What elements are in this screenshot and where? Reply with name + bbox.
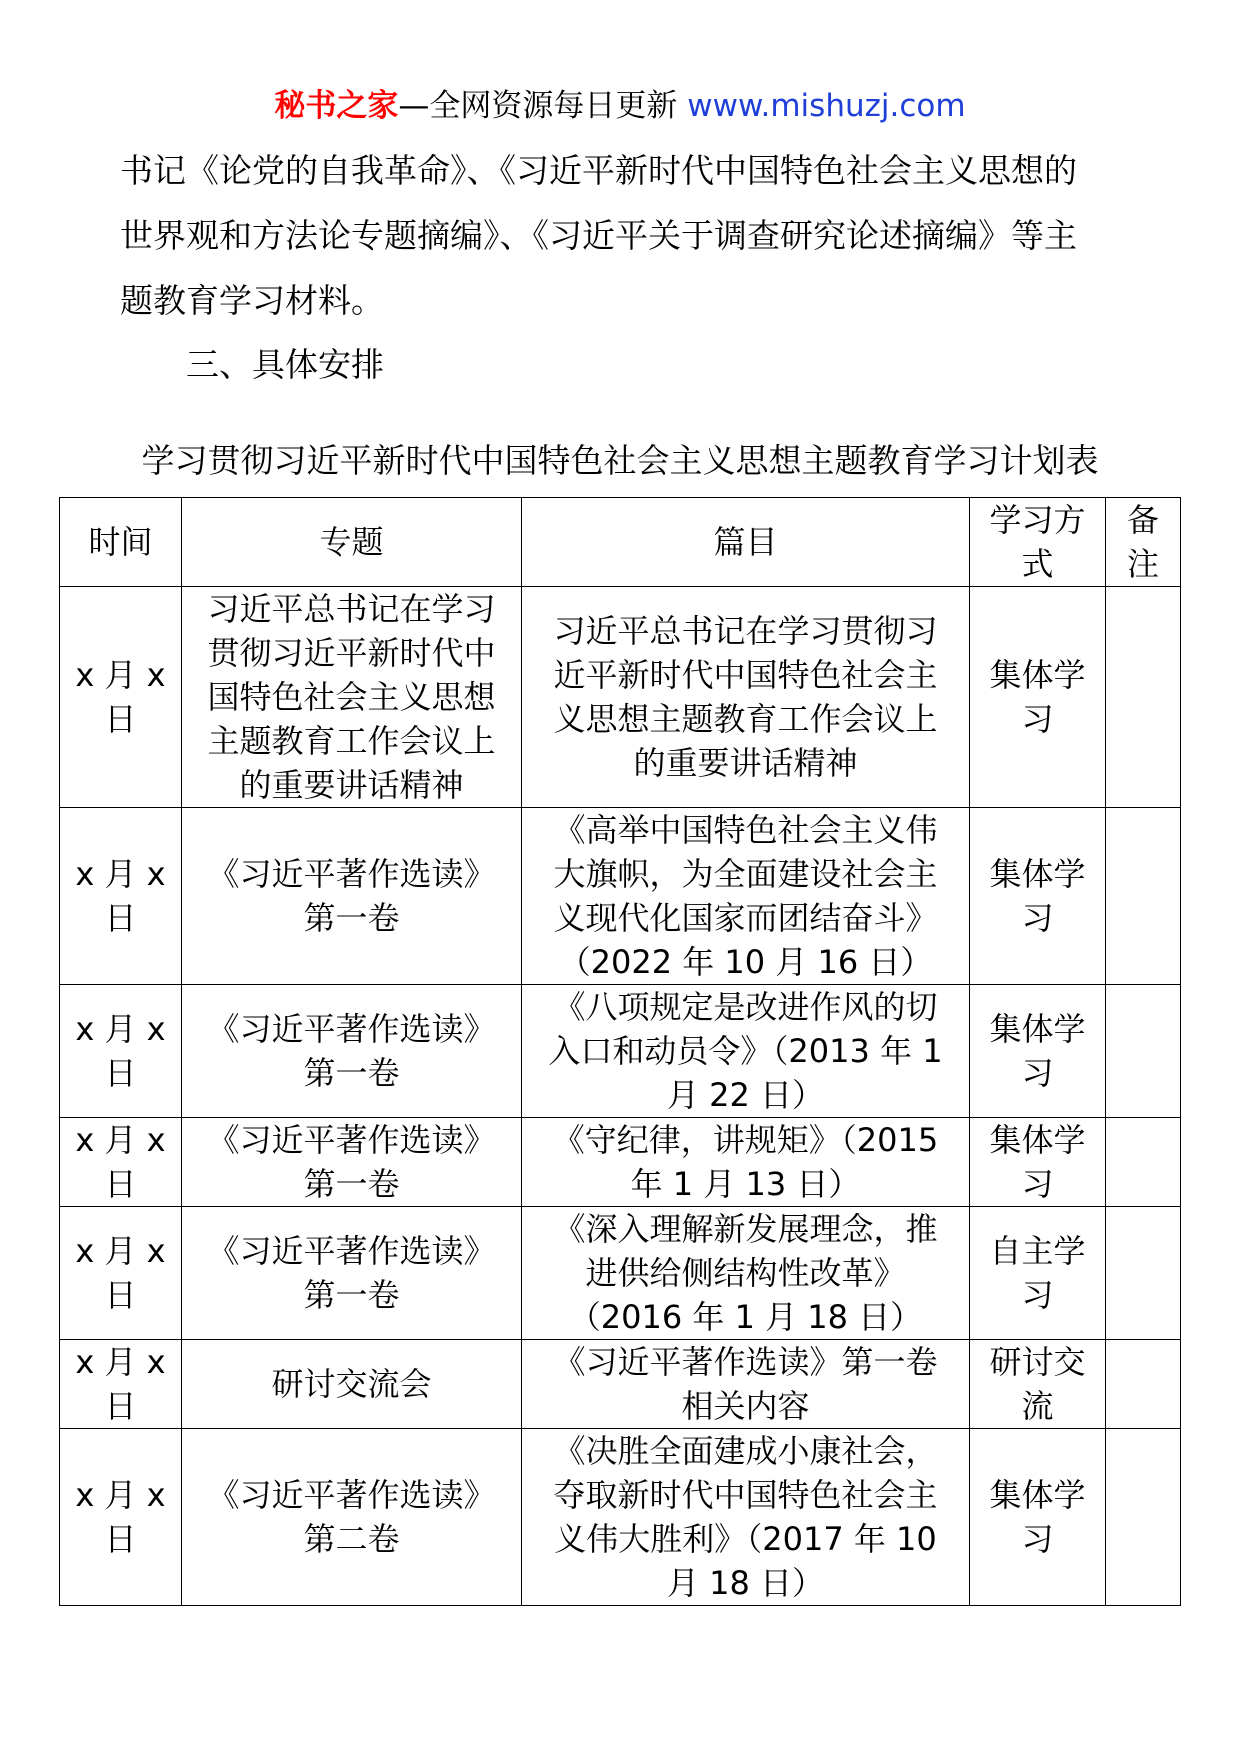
cell-article: [522, 808, 970, 985]
cell-article-line: 月 22 日）: [666, 1076, 825, 1114]
table-row: [60, 587, 1181, 808]
cell-method-line: 集体学: [989, 656, 1086, 694]
cell-method: [970, 985, 1106, 1118]
cell-article-line: （2016 年 1 月 18 日）: [568, 1298, 923, 1336]
cell-article-line: 《高举中国特色社会主义伟: [553, 811, 938, 849]
cell-method-line: 集体学: [989, 855, 1086, 893]
cell-article-line: 年 1 月 13 日）: [630, 1165, 861, 1203]
study-plan-table: [59, 497, 1181, 1606]
cell-topic: [182, 1340, 522, 1429]
cell-method-line: 习: [1021, 899, 1054, 937]
cell-topic-line: 《习近平著作选读》: [207, 1121, 496, 1159]
cell-article-line: 夺取新时代中国特色社会主: [553, 1476, 938, 1514]
header-time-line: 时间: [88, 523, 153, 561]
cell-topic-line: 主题教育工作会议上: [207, 722, 496, 760]
paragraph-line: 世界观和方法论专题摘编》、《习近平关于调查研究论述摘编》等主: [120, 216, 1077, 255]
cell-time: [60, 587, 182, 808]
cell-topic-line: 第一卷: [303, 1054, 400, 1092]
cell-time-line: 日: [104, 899, 137, 937]
header-topic-line: 专题: [319, 523, 384, 561]
header-note-line: 注: [1126, 545, 1159, 583]
cell-topic-line: 第二卷: [303, 1520, 400, 1558]
cell-article-line: 《守纪律，讲规矩》（2015: [552, 1121, 939, 1159]
cell-method-line: 习: [1021, 1520, 1054, 1558]
cell-method-line: 研讨交: [989, 1343, 1086, 1381]
cell-article-line: 《习近平著作选读》第一卷: [553, 1343, 938, 1381]
cell-article-line: 义现代化国家而团结奋斗》: [553, 899, 938, 937]
cell-time: [60, 985, 182, 1118]
header-tagline: —全网资源每日更新: [398, 88, 688, 124]
cell-topic: [182, 808, 522, 985]
table-header-row: [60, 498, 1181, 587]
cell-note: [1106, 1340, 1181, 1429]
cell-time-line: x 月 x: [75, 1010, 166, 1048]
table-row: [60, 808, 1181, 985]
cell-article-line: 进供给侧结构性改革》: [585, 1254, 906, 1292]
header-url-link[interactable]: www.mishuzj.com: [687, 88, 966, 124]
cell-topic-line: 研讨交流会: [271, 1365, 432, 1403]
cell-time-line: 日: [104, 700, 137, 738]
cell-article: [522, 1118, 970, 1207]
cell-article: [522, 1429, 970, 1606]
table-title: 学习贯彻习近平新时代中国特色社会主义思想主题教育学习计划表: [141, 441, 1099, 480]
cell-article-line: 相关内容: [681, 1387, 810, 1425]
header-method-line: 式: [1021, 545, 1054, 583]
cell-topic: [182, 1118, 522, 1207]
cell-article-line: 《决胜全面建成小康社会，: [553, 1432, 938, 1470]
table-row: [60, 1207, 1181, 1340]
table-row: [60, 1429, 1181, 1606]
cell-topic-line: 贯彻习近平新时代中: [207, 634, 496, 672]
cell-note: [1106, 1118, 1181, 1207]
cell-article-line: 月 18 日）: [666, 1564, 825, 1602]
table-row: [60, 1340, 1181, 1429]
cell-article-line: 《八项规定是改进作风的切: [553, 988, 938, 1026]
header-note-line: 备: [1126, 501, 1159, 539]
cell-topic-line: 《习近平著作选读》: [207, 855, 496, 893]
header-article: [522, 498, 970, 587]
cell-topic-line: 第一卷: [303, 1276, 400, 1314]
cell-article-line: 大旗帜，为全面建设社会主: [553, 855, 938, 893]
cell-note: [1106, 808, 1181, 985]
cell-article: [522, 985, 970, 1118]
cell-method: [970, 587, 1106, 808]
header-time: [60, 498, 182, 587]
cell-article-line: 近平新时代中国特色社会主: [553, 656, 938, 694]
cell-time-line: 日: [104, 1276, 137, 1314]
paragraph-line: 题教育学习材料。: [120, 281, 384, 320]
header-method: [970, 498, 1106, 587]
cell-topic-line: 第一卷: [303, 899, 400, 937]
cell-method-line: 集体学: [989, 1010, 1086, 1048]
cell-method-line: 自主学: [989, 1232, 1086, 1270]
cell-time-line: x 月 x: [75, 1121, 166, 1159]
header-topic: [182, 498, 522, 587]
cell-time-line: 日: [104, 1387, 137, 1425]
cell-article-line: 义思想主题教育工作会议上: [553, 700, 938, 738]
cell-topic-line: 《习近平著作选读》: [207, 1010, 496, 1048]
cell-article-line: 《深入理解新发展理念，推: [553, 1210, 938, 1248]
cell-topic-line: 《习近平著作选读》: [207, 1232, 496, 1270]
header-brand: 秘书之家: [274, 88, 399, 124]
header-note: [1106, 498, 1181, 587]
cell-topic: [182, 985, 522, 1118]
cell-article: [522, 587, 970, 808]
cell-time-line: x 月 x: [75, 855, 166, 893]
cell-time: [60, 1118, 182, 1207]
cell-method-line: 习: [1021, 700, 1054, 738]
cell-article-line: 的重要讲话精神: [633, 744, 858, 782]
cell-article: [522, 1207, 970, 1340]
header-method-line: 学习方: [989, 501, 1086, 539]
cell-note: [1106, 985, 1181, 1118]
cell-note: [1106, 1429, 1181, 1606]
cell-note: [1106, 1207, 1181, 1340]
cell-method-line: 习: [1021, 1276, 1054, 1314]
cell-topic-line: 国特色社会主义思想: [207, 678, 496, 716]
cell-topic-line: 的重要讲话精神: [239, 766, 464, 804]
cell-method: [970, 1429, 1106, 1606]
cell-article-line: 习近平总书记在学习贯彻习: [553, 612, 938, 650]
cell-time-line: 日: [104, 1165, 137, 1203]
cell-time: [60, 1207, 182, 1340]
cell-topic: [182, 1207, 522, 1340]
cell-time-line: 日: [104, 1054, 137, 1092]
cell-article-line: 入口和动员令》（2013 年 1: [548, 1032, 943, 1070]
cell-topic-line: 第一卷: [303, 1165, 400, 1203]
cell-method-line: 习: [1021, 1054, 1054, 1092]
cell-article: [522, 1340, 970, 1429]
cell-note: [1106, 587, 1181, 808]
cell-method: [970, 1207, 1106, 1340]
cell-topic: [182, 1429, 522, 1606]
cell-time-line: x 月 x: [75, 1476, 166, 1514]
header-article-line: 篇目: [713, 523, 778, 561]
cell-method-line: 习: [1021, 1165, 1054, 1203]
cell-time: [60, 1340, 182, 1429]
cell-method-line: 集体学: [989, 1476, 1086, 1514]
cell-topic-line: 习近平总书记在学习: [207, 590, 496, 628]
paragraph-line: 书记《论党的自我革命》、《习近平新时代中国特色社会主义思想的: [120, 151, 1077, 190]
page-header: [0, 86, 1240, 126]
cell-time-line: x 月 x: [75, 656, 166, 694]
cell-method: [970, 808, 1106, 985]
table-row: [60, 985, 1181, 1118]
cell-time: [60, 808, 182, 985]
cell-time: [60, 1429, 182, 1606]
cell-method: [970, 1340, 1106, 1429]
cell-time-line: x 月 x: [75, 1232, 166, 1270]
cell-method: [970, 1118, 1106, 1207]
cell-topic: [182, 587, 522, 808]
table-row: [60, 1118, 1181, 1207]
cell-time-line: 日: [104, 1520, 137, 1558]
cell-topic-line: 《习近平著作选读》: [207, 1476, 496, 1514]
intro-paragraph: [120, 138, 1130, 333]
cell-article-line: （2022 年 10 月 16 日）: [558, 943, 933, 981]
section-heading: 三、具体安排: [186, 345, 384, 384]
cell-article-line: 义伟大胜利》（2017 年 10: [554, 1520, 937, 1558]
cell-method-line: 集体学: [989, 1121, 1086, 1159]
cell-time-line: x 月 x: [75, 1343, 166, 1381]
cell-method-line: 流: [1021, 1387, 1054, 1425]
